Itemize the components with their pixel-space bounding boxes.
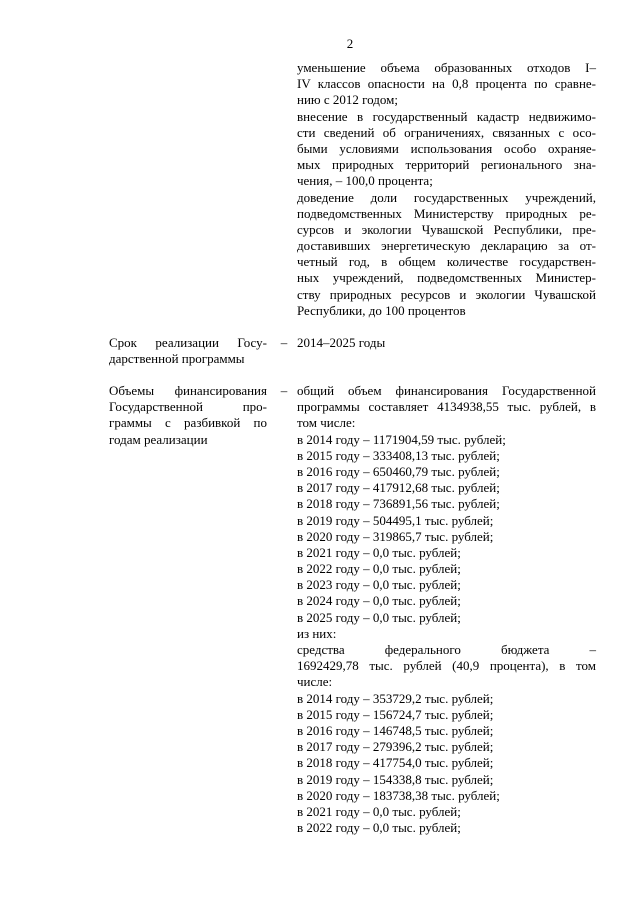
text-line: подведомственных Министерству природных ре- bbox=[297, 205, 596, 221]
page-number: 2 bbox=[346, 36, 354, 51]
term-value: 2014–2025 годы bbox=[297, 335, 386, 350]
label-line: граммы с разбивкой по bbox=[109, 415, 267, 431]
term-value-block bbox=[297, 335, 596, 351]
text-line: уменьшение объема образованных отходов I– bbox=[297, 60, 596, 75]
funding-line: в 2021 году – 0,0 тыс. рублей; bbox=[297, 803, 461, 819]
funding-line: в 2019 году – 154338,8 тыс. рублей; bbox=[297, 771, 494, 787]
label-line: Объемы финансирования bbox=[109, 383, 267, 398]
label-line: дарственной программы bbox=[109, 351, 245, 367]
funding-line: в 2016 году – 146748,5 тыс. рублей; bbox=[297, 722, 494, 738]
text-line: мых природных территорий регионального зна- bbox=[297, 157, 596, 173]
funding-line: в 2015 году – 333408,13 тыс. рублей; bbox=[297, 447, 500, 463]
funding-line: в 2024 году – 0,0 тыс. рублей; bbox=[297, 593, 461, 609]
text-line: сурсов и экологии Чувашской Республики, пре- bbox=[297, 221, 596, 237]
funding-line: средства федерального бюджета – bbox=[297, 642, 596, 657]
funding-line: в 2025 году – 0,0 тыс. рублей; bbox=[297, 609, 461, 625]
targets-continuation bbox=[297, 60, 596, 319]
text-line: сти сведений об ограничениях, связанных с осо- bbox=[297, 124, 596, 140]
funding-line: в 2022 году – 0,0 тыс. рублей; bbox=[297, 820, 461, 836]
funding-line: том числе: bbox=[297, 415, 356, 431]
text-line: ству природных ресурсов и экологии Чувашской bbox=[297, 286, 596, 302]
text-line: доставивших энергетическую декларацию за от- bbox=[297, 238, 596, 254]
funding-label bbox=[109, 383, 267, 448]
funding-line: в 2017 году – 417912,68 тыс. рублей; bbox=[297, 480, 500, 496]
label-line: годам реализации bbox=[109, 431, 208, 447]
funding-line: в 2020 году – 183738,38 тыс. рублей; bbox=[297, 787, 500, 803]
text-line: IV классов опасности на 0,8 процента по сравне- bbox=[297, 76, 596, 92]
funding-line: в 2017 году – 279396,2 тыс. рублей; bbox=[297, 739, 494, 755]
funding-line: в 2023 году – 0,0 тыс. рублей; bbox=[297, 577, 461, 593]
text-line: чения, – 100,0 процента; bbox=[297, 173, 433, 189]
text-line: ных учреждений, подведомственных Министер- bbox=[297, 270, 596, 286]
funding-dash: – bbox=[280, 383, 288, 398]
funding-line: в 2014 году – 1171904,59 тыс. рублей; bbox=[297, 431, 506, 447]
funding-line: в 2022 году – 0,0 тыс. рублей; bbox=[297, 561, 461, 577]
funding-line: общий объем финансирования Государственной bbox=[297, 383, 596, 398]
funding-line: в 2020 году – 319865,7 тыс. рублей; bbox=[297, 528, 494, 544]
term-label bbox=[109, 335, 267, 367]
term-dash: – bbox=[280, 335, 288, 350]
funding-line: в 2016 году – 650460,79 тыс. рублей; bbox=[297, 463, 500, 479]
funding-line: программы составляет 4134938,55 тыс. рублей, в bbox=[297, 399, 596, 415]
funding-line: в 2015 году – 156724,7 тыс. рублей; bbox=[297, 706, 494, 722]
funding-line: из них: bbox=[297, 625, 337, 641]
text-line: четный год, в общем количестве государствен- bbox=[297, 254, 596, 270]
text-line: быми условиями использования особо охраняе- bbox=[297, 140, 596, 156]
funding-line: в 2018 году – 736891,56 тыс. рублей; bbox=[297, 496, 500, 512]
text-line: нию с 2012 годом; bbox=[297, 92, 398, 108]
funding-line: в 2019 году – 504495,1 тыс. рублей; bbox=[297, 512, 494, 528]
text-line: Республики, до 100 процентов bbox=[297, 302, 466, 318]
text-line: внесение в государственный кадастр недвижимо- bbox=[297, 108, 596, 124]
funding-line: в 2014 году – 353729,2 тыс. рублей; bbox=[297, 690, 494, 706]
funding-details bbox=[297, 383, 596, 836]
label-line: Государственной про- bbox=[109, 399, 267, 415]
text-line: доведение доли государственных учреждений, bbox=[297, 189, 596, 205]
funding-line: в 2018 году – 417754,0 тыс. рублей; bbox=[297, 755, 494, 771]
funding-line: 1692429,78 тыс. рублей (40,9 процента), в том bbox=[297, 658, 596, 674]
label-line: Срок реализации Госу- bbox=[109, 335, 267, 350]
funding-line: в 2021 году – 0,0 тыс. рублей; bbox=[297, 544, 461, 560]
funding-line: числе: bbox=[297, 674, 333, 690]
